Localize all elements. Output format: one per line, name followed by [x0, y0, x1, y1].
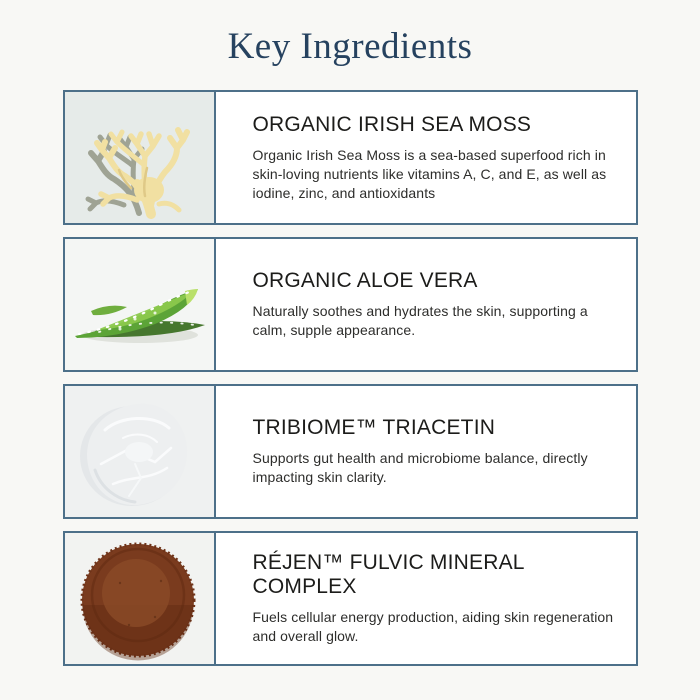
- aloe-vera-image: [65, 239, 214, 370]
- ingredient-description: Naturally soothes and hydrates the skin, supporting a calm, supple appearance.: [252, 303, 588, 338]
- ingredient-name: ORGANIC IRISH SEA MOSS: [252, 112, 532, 136]
- ingredient-description: Supports gut health and microbiome balance, directly impacting skin clarity.: [252, 450, 588, 485]
- ingredient-image-panel: [65, 92, 216, 223]
- ingredient-image-panel: [65, 533, 216, 664]
- ingredient-text-area: [216, 386, 636, 517]
- ingredient-image-panel: [65, 239, 216, 370]
- ingredient-description: Organic Irish Sea Moss is a sea-based superfood rich in skin-loving nutrients like vitamins A, C, and E, as well as iodine, zinc, and antioxidants: [252, 146, 607, 201]
- ingredient-card-list: [63, 90, 638, 666]
- ingredient-card-aloe-vera: [63, 237, 638, 372]
- gel-swatch-image: [65, 386, 214, 517]
- ingredient-text-area: [216, 92, 636, 223]
- ingredient-text-area: [216, 239, 636, 370]
- page-title: Key Ingredients: [227, 26, 473, 67]
- ingredient-card-tribiome-triacetin: [63, 384, 638, 519]
- ingredient-name: ORGANIC ALOE VERA: [252, 269, 478, 292]
- ingredient-description: Fuels cellular energy production, aiding skin regeneration and overall glow.: [252, 609, 614, 644]
- ingredient-card-sea-moss: [63, 90, 638, 225]
- ingredient-name: TRIBIOME™ TRIACETIN: [252, 416, 496, 439]
- ingredient-text-area: [216, 533, 636, 664]
- ingredient-image-panel: [65, 386, 216, 517]
- sea-moss-image: [65, 92, 214, 223]
- ingredient-name: RÉJEN™ FULVIC MINERAL COMPLEX: [252, 551, 524, 598]
- mineral-powder-image: [65, 533, 214, 664]
- ingredient-card-fulvic-mineral-complex: [63, 531, 638, 666]
